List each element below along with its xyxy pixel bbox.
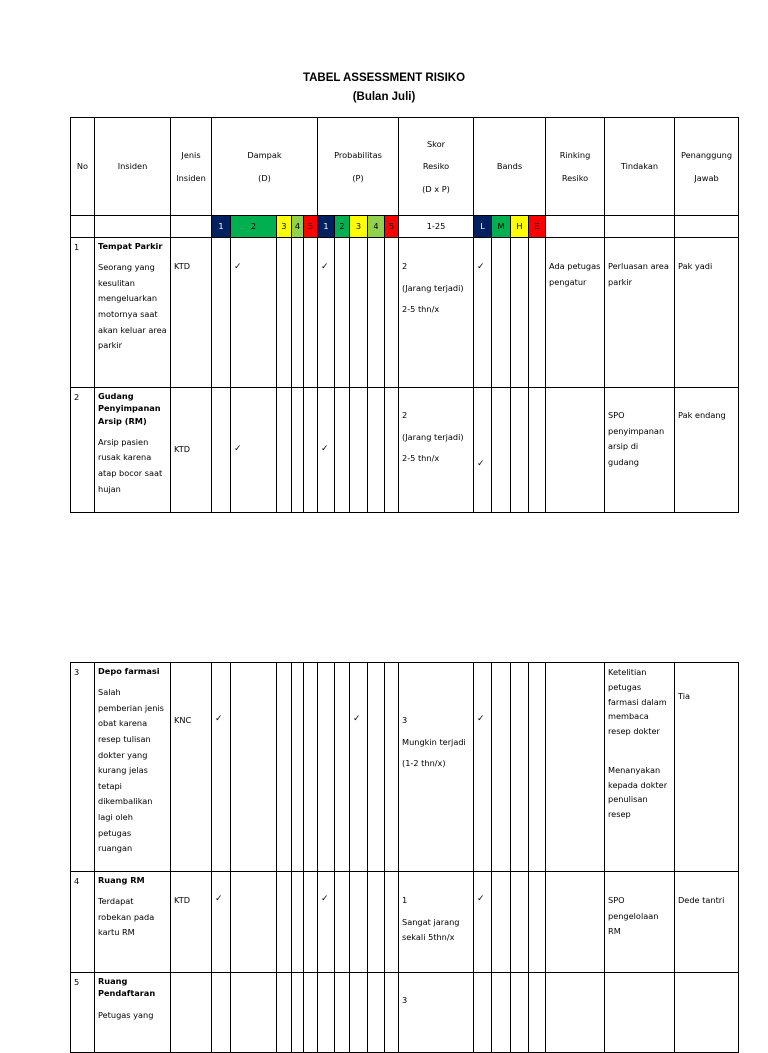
risk-table-1 — [70, 117, 739, 513]
probabilitas-level-3: 3 — [350, 216, 368, 238]
row-skor: 3 Mungkin terjadi (1-2 thn/x) — [399, 663, 474, 872]
dampak-level-2: 2 — [231, 216, 277, 238]
probabilitas-check: ✓ — [318, 238, 335, 388]
table-row — [71, 872, 739, 973]
row-penanggung-jawab: Pak yadi — [675, 238, 739, 388]
table-row — [71, 388, 739, 513]
row-skor: 3 — [399, 973, 474, 1053]
row-no: 1 — [71, 238, 95, 388]
dampak-level-3: 3 — [277, 216, 292, 238]
header-no: No — [71, 118, 95, 216]
row-insiden: Depo farmasi Salah pemberian jenis obat karena resep tulisan dokter yang kurang jelas tetapi dikembalikan lagi oleh petugas ruangan — [95, 663, 171, 872]
band-check: ✓ — [474, 663, 492, 872]
band-check: ✓ — [474, 872, 492, 973]
skor-range: 1-25 — [399, 216, 474, 238]
row-skor: 2 (Jarang terjadi) 2-5 thn/x — [399, 388, 474, 513]
dampak-check: ✓ — [212, 872, 231, 973]
dampak-level-5: 5 — [304, 216, 318, 238]
band-check: ✓ — [474, 238, 492, 388]
row-penanggung-jawab: Dede tantri — [675, 872, 739, 973]
row-jenis: KTD — [171, 238, 212, 388]
table-row — [71, 238, 739, 388]
row-jenis: KTD — [171, 872, 212, 973]
header-probabilitas: Probabilitas (P) — [318, 118, 399, 216]
row-jenis: KTD — [171, 388, 212, 513]
row-rinking: Ada petugas pengatur — [546, 238, 605, 388]
row-insiden: Gudang Penyimpanan Arsip (RM) Arsip pasien rusak karena atap bocor saat hujan — [95, 388, 171, 513]
row-tindakan: SPO pengelolaan RM — [605, 872, 675, 973]
row-tindakan: Perluasan area parkir — [605, 238, 675, 388]
row-jenis: KNC — [171, 663, 212, 872]
row-insiden: Ruang Pendaftaran Petugas yang — [95, 973, 171, 1053]
header-row — [71, 118, 739, 216]
header-jenis-insiden: Jenis Insiden — [171, 118, 212, 216]
row-rinking — [546, 872, 605, 973]
document-subtitle: (Bulan Juli) — [352, 91, 416, 103]
row-no: 5 — [71, 973, 95, 1053]
band-M: M — [492, 216, 511, 238]
probabilitas-level-1: 1 — [318, 216, 335, 238]
header-bands: Bands — [474, 118, 546, 216]
header-penanggung-jawab: Penanggung Jawab — [675, 118, 739, 216]
row-rinking — [546, 663, 605, 872]
row-rinking — [546, 388, 605, 513]
scale-row — [71, 216, 739, 238]
row-penanggung-jawab: Tia — [675, 663, 739, 872]
probabilitas-level-5: 5 — [385, 216, 399, 238]
probabilitas-check: ✓ — [350, 663, 368, 872]
row-tindakan: SPO penyimpanan arsip di gudang — [605, 388, 675, 513]
row-skor: 2 (Jarang terjadi) 2-5 thn/x — [399, 238, 474, 388]
row-no: 3 — [71, 663, 95, 872]
table-row — [71, 663, 739, 872]
dampak-check: ✓ — [212, 663, 231, 872]
dampak-level-1: 1 — [212, 216, 231, 238]
row-skor: 1 Sangat jarang sekali 5thn/x — [399, 872, 474, 973]
document-title: TABEL ASSESSMENT RISIKO — [302, 72, 466, 84]
row-insiden: Tempat Parkir Seorang yang kesulitan mengeluarkan motornya saat akan keluar area parkir — [95, 238, 171, 388]
probabilitas-check: ✓ — [318, 872, 335, 973]
band-check: ✓ — [474, 388, 492, 513]
row-no: 4 — [71, 872, 95, 973]
row-no: 2 — [71, 388, 95, 513]
header-tindakan: Tindakan — [605, 118, 675, 216]
dampak-check: ✓ — [231, 388, 277, 513]
probabilitas-level-2: 2 — [335, 216, 350, 238]
dampak-level-4: 4 — [292, 216, 304, 238]
row-tindakan: Ketelitian petugas farmasi dalam membaca resep dokter Menanyakan kepada dokter penulisan resep — [605, 663, 675, 872]
dampak-check: ✓ — [231, 238, 277, 388]
risk-table-2 — [70, 662, 739, 1053]
table-row — [71, 973, 739, 1053]
probabilitas-level-4: 4 — [368, 216, 385, 238]
header-skor-resiko: Skor Resiko (D x P) — [399, 118, 474, 216]
header-insiden: Insiden — [95, 118, 171, 216]
band-L: L — [474, 216, 492, 238]
header-rinking-resiko: Rinking Resiko — [546, 118, 605, 216]
probabilitas-check: ✓ — [318, 388, 335, 513]
header-dampak: Dampak (D) — [212, 118, 318, 216]
row-insiden: Ruang RM Terdapat robekan pada kartu RM — [95, 872, 171, 973]
band-E: E — [529, 216, 546, 238]
band-H: H — [511, 216, 529, 238]
row-penanggung-jawab: Pak endang — [675, 388, 739, 513]
